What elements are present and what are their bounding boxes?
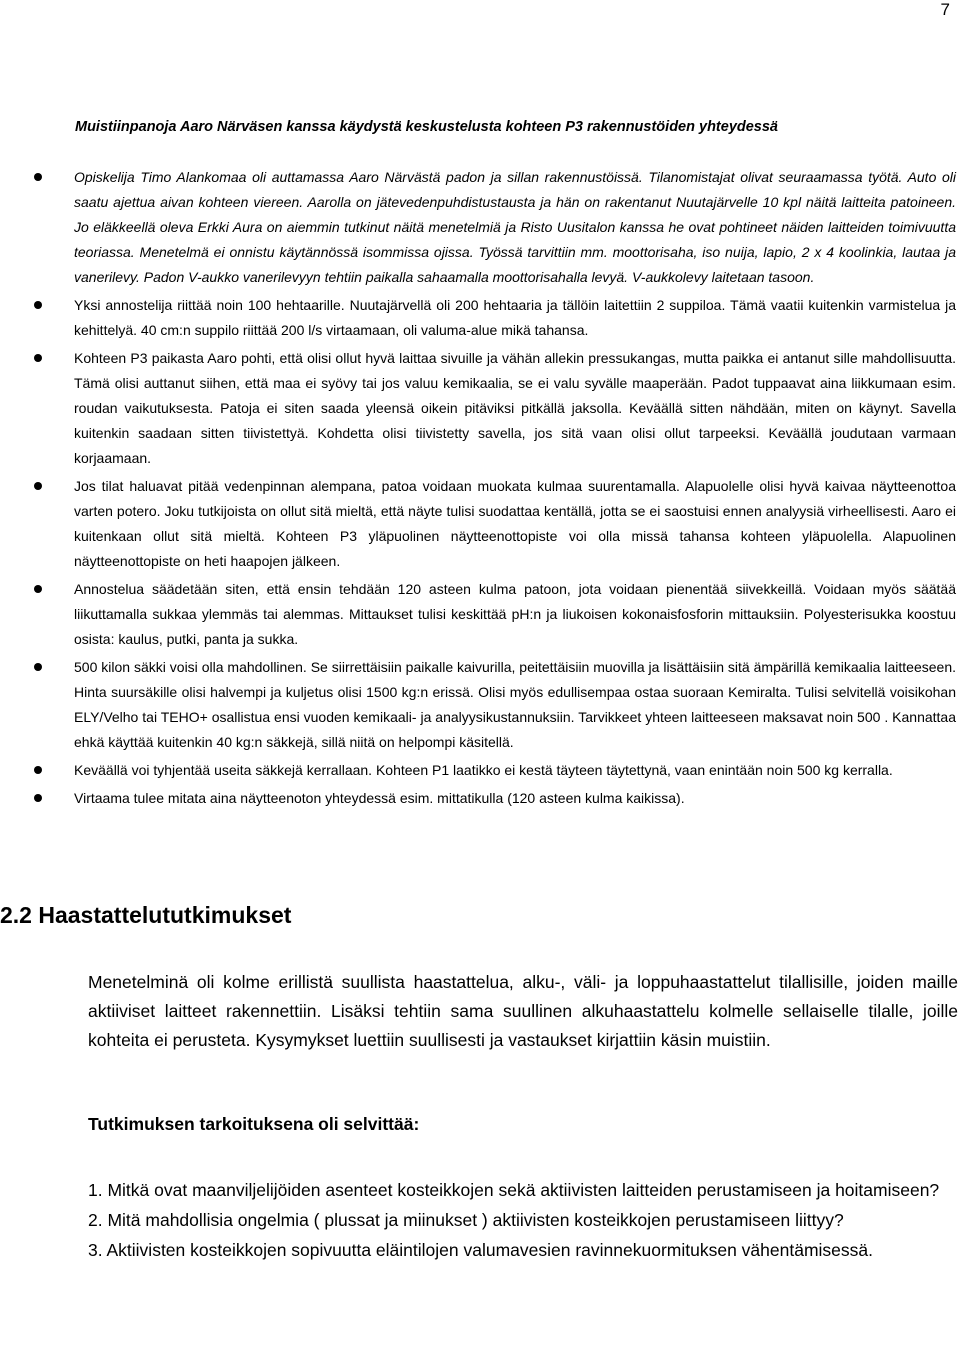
bullet-icon — [34, 663, 42, 671]
section-paragraph: Menetelminä oli kolme erillistä suullista haastattelua, alku-, väli- ja loppuhaastattelut tilallisille, joiden maille aktiiviset laitteet rakennettiin. Lisäksi tehtiin sama suullinen alkuhaastattelu kolmelle sellaiselle tilalle, joille kohteita ei perusteta. Kysymykset luettiin suullisesti ja vastaukset kirjattiin käsin muistiin. — [88, 972, 958, 1050]
note-normal-text: Annostelua säädetään siten, että ensin tehdään 120 asteen kulma patoon, jota voidaan pienentää siivekkeillä. Voidaan myös säätää liikuttamalla sukkaa ylemmäs tai alemmas. Mittaukset tulisi keskittää pH:n ja liukoisen kokonaisfosforin mittauksiin. Polyesterisukka koostuu osista: kaulus, putki, panta ja sukka. — [74, 581, 956, 647]
question-lead: Tutkimuksen tarkoituksena oli selvittää: — [88, 1114, 420, 1134]
note-text — [74, 758, 956, 783]
note-text — [74, 293, 956, 343]
bullet-icon — [34, 794, 42, 802]
bullet-icon — [34, 301, 42, 309]
notes-title: Muistiinpanoja Aaro Närväsen kanssa käydystä keskustelusta kohteen P3 rakennustöiden yhteydessä — [75, 119, 778, 135]
note-item — [0, 165, 960, 290]
question-item: 2. Mitä mahdollisia ongelmia ( plussat ja miinukset ) aktiivisten kosteikkojen perustamiseen liittyy? — [88, 1210, 844, 1230]
note-text — [74, 165, 956, 290]
bullet-icon — [34, 173, 42, 181]
note-text — [74, 577, 956, 652]
note-text — [74, 786, 956, 811]
bullet-icon — [34, 766, 42, 774]
note-normal-text: Kohteen P3 paikasta Aaro pohti, että olisi ollut hyvä laittaa sivuille ja vähän allekin pressukangas, mutta paikka ei antanut sille mahdollisuutta. Tämä olisi auttanut siihen, että maa ei syövy tai jos valuu kemikaalia, se ei valu syvälle maaperään. Padot tuppaavat aina liikkumaan esim. roudan vaikutuksesta. Patoja ei siten saada yleensä oikein pitäviksi pitkällä jaksolla. Keväällä sitten nähdään, miten on käynyt. Savella kuitenkin saadaan sitten tiivistettyä. Kohdetta olisi tiivistetty savella, jos sitä vaan olisi ollut tarpeeksi. Keväällä joudutaan varmaan korjaamaan. — [74, 350, 956, 466]
note-normal-text: Jos tilat haluavat pitää vedenpinnan alempana, patoa voidaan muokata kulmaa suurentamalla. Alapuolelle olisi hyvä kaivaa näytteenottoa varten potero. Joku tutkijoista on ollut sitä mieltä, että näyte tulisi suodattaa kentällä, jotta se ei saostuisi ennen analyysiä virheellisesti. Aaro ei kuitenkaan ollut sitä mieltä. Kohteen P3 yläpuolinen näytteenottopiste voi olla missä tahansa kohteen yläpuolella. Alapuolinen näytteenottopiste on heti haapojen jälkeen. — [74, 478, 956, 569]
notes-list — [0, 165, 960, 814]
note-normal-text: Keväällä voi tyhjentää useita säkkejä kerrallaan. Kohteen P1 laatikko ei kestä täyteen täytettynä, vaan enintään noin 500 kg kerralla. — [74, 762, 893, 778]
question-list — [88, 1176, 958, 1266]
note-normal-text: Virtaama tulee mitata aina näytteenoton yhteydessä esim. mittatikulla (120 asteen kulma kaikissa). — [74, 790, 685, 806]
note-item — [0, 474, 960, 574]
note-text — [74, 474, 956, 574]
note-item — [0, 577, 960, 652]
note-text — [74, 655, 956, 755]
note-normal-text: Yksi annostelija riittää noin 100 hehtaarille. Nuutajärvellä oli 200 hehtaaria ja tällöin laitettiin 2 suppiloa. Tämä vaatii kuitenkin varmistelua ja kehittelyä. 40 cm:n suppilo riittää 200 l/s virtaamaan, oli valuma-alue mikä tahansa. — [74, 297, 956, 338]
note-item — [0, 758, 960, 783]
section-heading: 2.2 Haastattelututkimukset — [0, 902, 292, 928]
question-item: 3. Aktiivisten kosteikkojen sopivuutta eläintilojen valumavesien ravinnekuormituksen vähentämisessä. — [88, 1240, 873, 1260]
note-italic-text: Opiskelija Timo Alankomaa oli auttamassa Aaro Närvästä padon ja sillan rakennustöissä. Tilanomistajat olivat seuraamassa työtä. Auto oli saatu ajettua aivan kohteen viereen. Aarolla on jätevedenpuhdistustausta ja hän on rakentanut Nuutajärvelle 10 kpl näitä laitteita patoineen. Jo eläkkeellä oleva Erkki Aura on aiemmin tutkinut näitä menetelmiä ja Risto Uusitalon kanssa he ovat pohtineet näiden laitteiden toimivuutta teoriassa. Menetelmä ei onnistu käytännössä isommissa ojissa. Työssä tarvittiin mm. moottorisaha, iso nuija, lapio, 2 x 4 koolinkia, lautaa ja vanerilevy. Padon V-aukko vanerilevyyn tehtiin paikalla sahaamalla moottorisahalla levyä. V-aukkolevy laitetaan tasoon. — [74, 169, 956, 285]
bullet-icon — [34, 482, 42, 490]
note-item — [0, 293, 960, 343]
section-body — [88, 968, 958, 1055]
note-item — [0, 346, 960, 471]
bullet-icon — [34, 354, 42, 362]
note-item — [0, 786, 960, 811]
note-item — [0, 655, 960, 755]
bullet-icon — [34, 585, 42, 593]
page-number: 7 — [940, 0, 950, 19]
question-item: 1. Mitkä ovat maanviljelijöiden asenteet kosteikkojen sekä aktiivisten laitteiden perustamiseen ja hoitamiseen? — [88, 1180, 940, 1200]
note-normal-text: 500 kilon säkki voisi olla mahdollinen. Se siirrettäisiin paikalle kaivurilla, peitettäisiin muovilla ja lisättäisiin sitä ämpärillä kemikaalia laitteeseen. Hinta suursäkille olisi halvempi ja kuljetus olisi 1500 kg:n erissä. Olisi myös edullisempaa ostaa suoraan Kemiralta. Tulisi selvitellä voisikohan ELY/Velho tai TEHO+ osallistua ensi vuoden kemikaali- ja analyysikustannuksiin. Tarvikkeet yhteen laitteeseen maksavat noin 500 . Kannattaa ehkä käyttää kuitenkin 40 kg:n säkkejä, sillä niitä on helpompi käsitellä. — [74, 659, 956, 750]
note-text — [74, 346, 956, 471]
